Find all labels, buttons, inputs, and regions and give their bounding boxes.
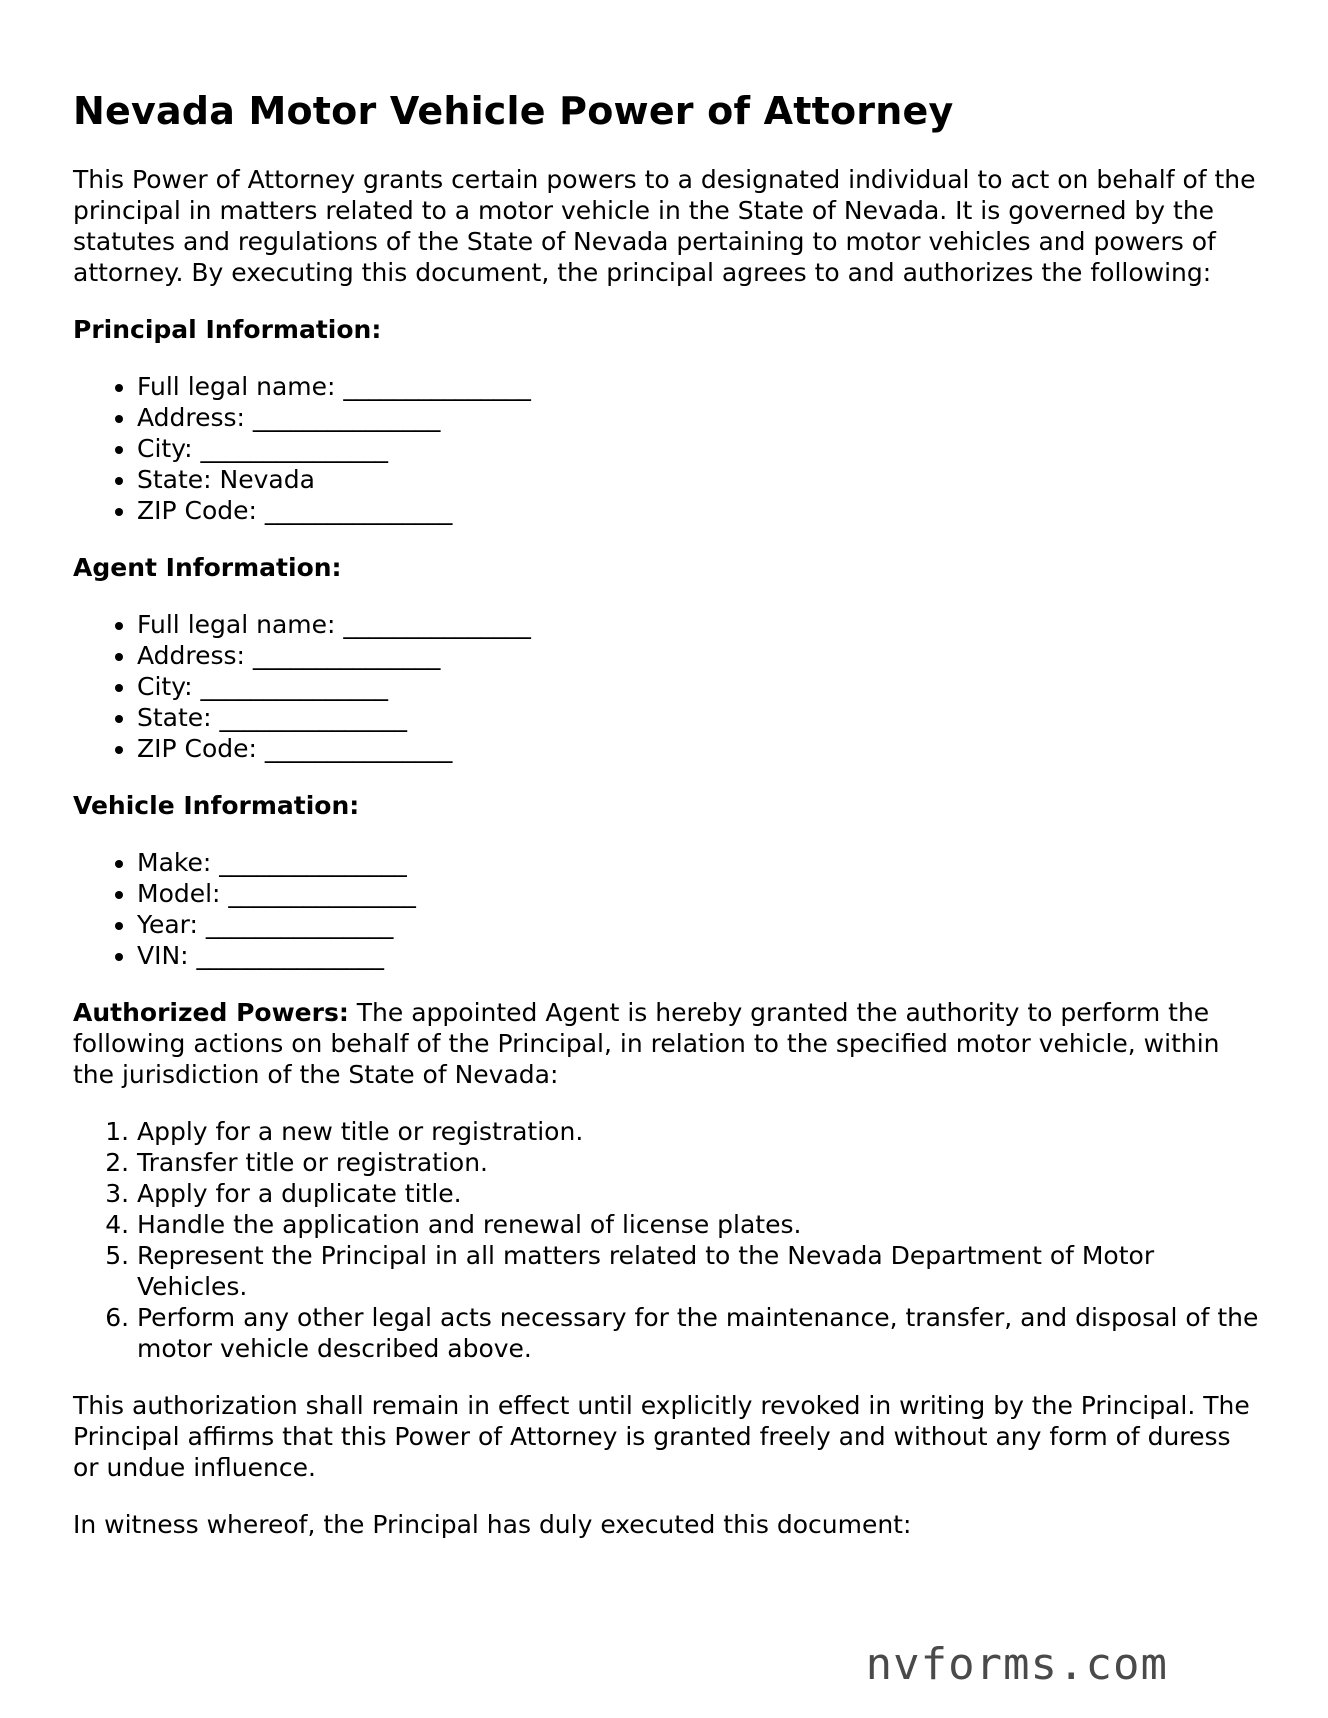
- principal-city-field: • City: _______________: [137, 433, 1263, 464]
- power-item: 2. Transfer title or registration.: [137, 1147, 1263, 1178]
- powers-list: [73, 1116, 1263, 1364]
- agent-heading: Agent Information:: [73, 553, 342, 582]
- witness-paragraph: In witness whereof, the Principal has duly executed this document:: [73, 1510, 912, 1539]
- vehicle-make-field: • Make: _______________: [137, 847, 1263, 878]
- principal-fields-list: [73, 371, 1263, 526]
- power-item: 6. Perform any other legal acts necessary for the maintenance, transfer, and disposal of the motor vehicle described above.: [137, 1302, 1263, 1364]
- document-page: [73, 86, 1263, 1566]
- powers-label: Authorized Powers:: [73, 998, 349, 1027]
- agent-fields-list: [73, 609, 1263, 764]
- vehicle-year-field: • Year: _______________: [137, 909, 1263, 940]
- agent-name-field: • Full legal name: _______________: [137, 609, 1263, 640]
- agent-address-field: • Address: _______________: [137, 640, 1263, 671]
- powers-text: The appointed Agent is hereby granted the authority to perform the following actions on behalf of the Principal, in relation to the specified motor vehicle, within the jurisdiction of the State of Nevada:: [73, 998, 1220, 1089]
- intro-paragraph: This Power of Attorney grants certain powers to a designated individual to act on behalf of the principal in matters related to a motor vehicle in the State of Nevada. It is governed by the statutes and regulations of the State of Nevada pertaining to motor vehicles and powers of attorney. By executing this document, the principal agrees to and authorizes the following:: [73, 165, 1256, 287]
- agent-zip-field: • ZIP Code: _______________: [137, 733, 1263, 764]
- power-item: 1. Apply for a new title or registration.: [137, 1116, 1263, 1147]
- power-item: 3. Apply for a duplicate title.: [137, 1178, 1263, 1209]
- vehicle-heading: Vehicle Information:: [73, 791, 360, 820]
- agent-state-field: • State: _______________: [137, 702, 1263, 733]
- agent-city-field: • City: _______________: [137, 671, 1263, 702]
- vehicle-vin-field: • VIN: _______________: [137, 940, 1263, 971]
- principal-heading: Principal Information:: [73, 315, 382, 344]
- brand-watermark: nvforms.com: [865, 1639, 1168, 1690]
- principal-zip-field: • ZIP Code: _______________: [137, 495, 1263, 526]
- vehicle-model-field: • Model: _______________: [137, 878, 1263, 909]
- effect-paragraph: This authorization shall remain in effect until explicitly revoked in writing by the Principal. The Principal affirms that this Power of Attorney is granted freely and without any form of duress or undue influence.: [73, 1391, 1250, 1482]
- power-item: 4. Handle the application and renewal of license plates.: [137, 1209, 1263, 1240]
- vehicle-fields-list: [73, 847, 1263, 971]
- power-item: 5. Represent the Principal in all matters related to the Nevada Department of Motor Vehicles.: [137, 1240, 1263, 1302]
- powers-paragraph: [73, 997, 1263, 1090]
- document-title: Nevada Motor Vehicle Power of Attorney: [73, 89, 954, 133]
- principal-state-field: • State: Nevada: [137, 464, 1263, 495]
- principal-name-field: • Full legal name: _______________: [137, 371, 1263, 402]
- principal-address-field: • Address: _______________: [137, 402, 1263, 433]
